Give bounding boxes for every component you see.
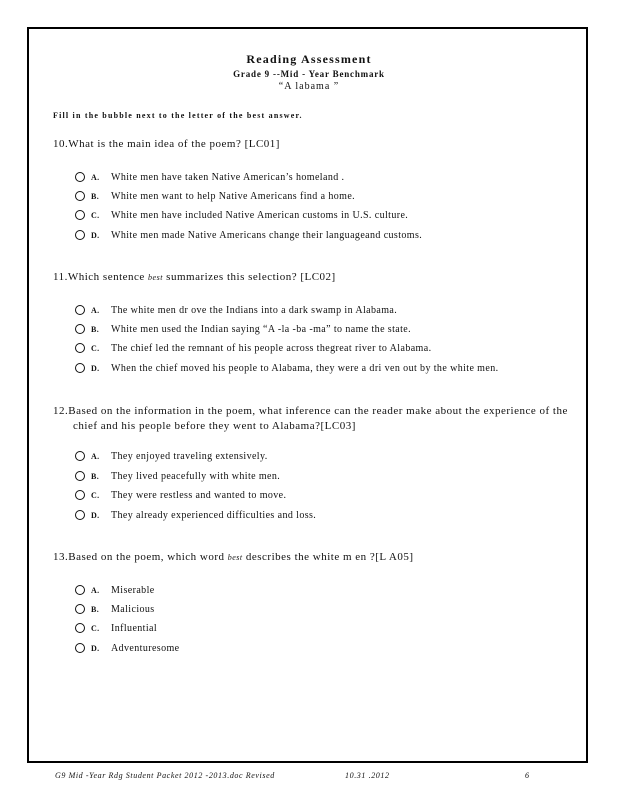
option-text: Malicious bbox=[111, 604, 155, 615]
option-text: When the chief moved his people to Alabama, they were a dri ven out by the white men. bbox=[111, 363, 499, 374]
answer-bubble[interactable] bbox=[75, 585, 85, 595]
option-letter: C. bbox=[91, 211, 100, 220]
answer-option[interactable] bbox=[75, 190, 355, 204]
answer-option[interactable] bbox=[75, 362, 499, 376]
option-letter: A. bbox=[91, 173, 100, 182]
answer-bubble[interactable] bbox=[75, 490, 85, 500]
footer-filename: G9 Mid -Year Rdg Student Packet 2012 -2013.doc Revised bbox=[55, 771, 275, 780]
answer-option[interactable] bbox=[75, 304, 397, 318]
footer-date: 10.31 .2012 bbox=[345, 771, 390, 780]
option-text: White men have taken Native American’s homeland . bbox=[111, 172, 345, 183]
option-text: They were restless and wanted to move. bbox=[111, 490, 287, 501]
answer-option[interactable] bbox=[75, 622, 157, 636]
answer-option[interactable] bbox=[75, 171, 344, 185]
answer-option[interactable] bbox=[75, 323, 411, 337]
answer-option[interactable] bbox=[75, 603, 155, 617]
answer-bubble[interactable] bbox=[75, 643, 85, 653]
option-text: They lived peacefully with white men. bbox=[111, 471, 281, 482]
answer-bubble[interactable] bbox=[75, 363, 85, 373]
option-letter: B. bbox=[91, 192, 100, 201]
option-text: Miserable bbox=[111, 585, 155, 596]
option-text: White men have included Native American customs in U.S. culture. bbox=[111, 210, 409, 221]
answer-option[interactable] bbox=[75, 450, 268, 464]
answer-bubble[interactable] bbox=[75, 210, 85, 220]
instructions: Fill in the bubble next to the letter of the best answer. bbox=[53, 111, 303, 120]
answer-option[interactable] bbox=[75, 470, 280, 484]
answer-bubble[interactable] bbox=[75, 471, 85, 481]
selection-title: “A labama ” bbox=[278, 81, 340, 92]
answer-option[interactable] bbox=[75, 229, 422, 243]
option-letter: A. bbox=[91, 306, 100, 315]
option-text: White men used the Indian saying “A -la -ba -ma” to name the state. bbox=[111, 324, 412, 335]
question-11: 11.Which sentence best summarizes this selection? [LC02] bbox=[53, 271, 336, 283]
option-letter: A. bbox=[91, 452, 100, 461]
question-10: 10.What is the main idea of the poem? [LC01] bbox=[53, 138, 280, 150]
page-number: 6 bbox=[525, 771, 530, 780]
option-letter: D. bbox=[91, 231, 100, 240]
option-text: They already experienced difficulties and loss. bbox=[111, 510, 317, 521]
answer-bubble[interactable] bbox=[75, 324, 85, 334]
assessment-subtitle: Grade 9 --Mid - Year Benchmark bbox=[233, 69, 385, 79]
question-12: 12.Based on the information in the poem, what inference can the reader make about the experience of the chief and his people before they went to Alabama?[LC03] bbox=[53, 405, 568, 432]
answer-bubble[interactable] bbox=[75, 623, 85, 633]
answer-bubble[interactable] bbox=[75, 604, 85, 614]
option-letter: B. bbox=[91, 472, 100, 481]
option-text: Adventuresome bbox=[111, 643, 180, 654]
option-text: Influential bbox=[111, 623, 158, 634]
option-text: White men made Native Americans change their languageand customs. bbox=[111, 230, 423, 241]
option-letter: D. bbox=[91, 644, 100, 653]
answer-bubble[interactable] bbox=[75, 343, 85, 353]
option-letter: C. bbox=[91, 624, 100, 633]
answer-option[interactable] bbox=[75, 584, 155, 598]
option-letter: B. bbox=[91, 605, 100, 614]
assessment-title: Reading Assessment bbox=[246, 52, 372, 66]
answer-bubble[interactable] bbox=[75, 230, 85, 240]
option-letter: C. bbox=[91, 344, 100, 353]
option-letter: B. bbox=[91, 325, 100, 334]
answer-bubble[interactable] bbox=[75, 451, 85, 461]
answer-bubble[interactable] bbox=[75, 305, 85, 315]
answer-option[interactable] bbox=[75, 209, 408, 223]
option-letter: A. bbox=[91, 586, 100, 595]
answer-option[interactable] bbox=[75, 489, 286, 503]
emphasis-best: best bbox=[227, 553, 243, 562]
option-letter: D. bbox=[91, 511, 100, 520]
question-13: 13.Based on the poem, which word best describes the white m en ?[L A05] bbox=[53, 551, 414, 563]
option-text: They enjoyed traveling extensively. bbox=[111, 451, 268, 462]
answer-bubble[interactable] bbox=[75, 510, 85, 520]
answer-option[interactable] bbox=[75, 642, 180, 656]
option-text: The chief led the remnant of his people across thegreat river to Alabama. bbox=[111, 343, 432, 354]
answer-option[interactable] bbox=[75, 342, 431, 356]
answer-option[interactable] bbox=[75, 509, 316, 523]
option-text: White men want to help Native Americans find a home. bbox=[111, 191, 356, 202]
answer-bubble[interactable] bbox=[75, 172, 85, 182]
option-letter: D. bbox=[91, 364, 100, 373]
option-text: The white men dr ove the Indians into a dark swamp in Alabama. bbox=[111, 305, 398, 316]
emphasis-best: best bbox=[148, 273, 163, 282]
option-letter: C. bbox=[91, 491, 100, 500]
answer-bubble[interactable] bbox=[75, 191, 85, 201]
